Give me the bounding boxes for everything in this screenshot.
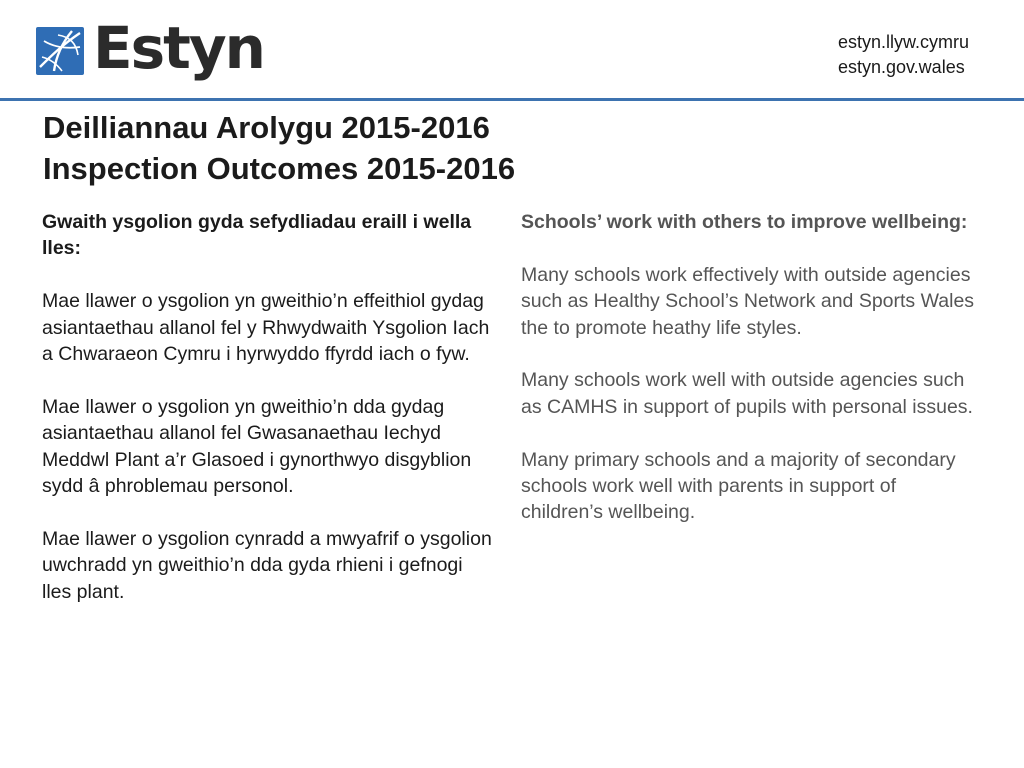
title-english: Inspection Outcomes 2015-2016 [43, 151, 516, 186]
header-divider [0, 98, 1024, 101]
website-urls [838, 30, 969, 80]
url-welsh[interactable]: estyn.llyw.cymru [837, 32, 969, 52]
welsh-heading: Gwaith ysgolion gyda sefydliadau eraill i wella lles: [42, 211, 472, 260]
estyn-logo-icon [36, 27, 84, 75]
welsh-column [42, 209, 497, 631]
welsh-paragraph: Mae llawer o ysgolion yn gweithio’n effeithiol gydag asiantaethau allanol fel y Rhwydwaith Ysgolion Iach a Chwaraeon Cymru i hyrwyddo ffyrdd iach o fyw. [42, 290, 490, 366]
english-paragraph: Many schools work well with outside agencies such as CAMHS in support of pupils with personal issues. [521, 369, 973, 418]
welsh-paragraph: Mae llawer o ysgolion yn gweithio’n dda gydag asiantaethau allanol fel Gwasanaethau Iechyd Meddwl Plant a’r Glasoed i gynorthwyo disgyblion sydd â phroblemau personol. [42, 395, 472, 498]
header [0, 0, 1024, 100]
welsh-paragraph: Mae llawer o ysgolion cynradd a mwyafrif o ysgolion uwchradd yn gweithio’n dda gyda rhieni i gefnogi lles plant. [42, 527, 492, 603]
url-english[interactable]: estyn.gov.wales [837, 57, 965, 77]
estyn-logo [36, 14, 264, 82]
english-heading: Schools’ work with others to improve wellbeing: [521, 211, 968, 233]
title-welsh: Deilliannau Arolygu 2015-2016 [43, 110, 490, 145]
english-paragraph: Many primary schools and a majority of secondary schools work well with parents in support of children’s wellbeing. [521, 448, 956, 524]
english-column [521, 209, 981, 552]
logo-wordmark: Estyn [93, 14, 264, 82]
page-title [43, 107, 515, 189]
english-paragraph: Many schools work effectively with outside agencies such as Healthy School’s Network and Sports Wales the to promote heathy life styles. [521, 263, 975, 339]
